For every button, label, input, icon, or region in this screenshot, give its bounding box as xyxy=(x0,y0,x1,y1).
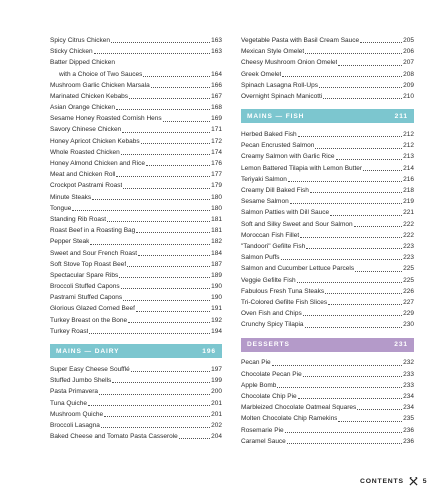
toc-entry xyxy=(241,207,414,218)
entry-title: Baked Cheese and Tomato Pasta Casserole xyxy=(50,433,178,441)
entry-title: Glorious Glazed Corned Beef xyxy=(50,305,135,313)
entry-page: 233 xyxy=(403,370,414,378)
entry-title: Teriyaki Salmon xyxy=(241,175,287,183)
entry-title: Oven Fish and Chips xyxy=(241,310,302,318)
leader-dots xyxy=(282,76,402,77)
leader-dots xyxy=(303,376,402,377)
leader-dots xyxy=(336,159,403,160)
section-page: 231 xyxy=(394,341,408,348)
toc-entry xyxy=(50,169,222,180)
entry-page: 205 xyxy=(403,36,414,44)
toc-entry xyxy=(50,259,222,270)
entry-page: 222 xyxy=(403,231,414,239)
entry-page: 223 xyxy=(403,242,414,250)
entry-page: 181 xyxy=(211,215,222,223)
leader-dots xyxy=(338,421,402,422)
entries-top xyxy=(50,35,222,337)
entry-page: 230 xyxy=(403,321,414,329)
leader-dots xyxy=(127,266,210,267)
leader-dots xyxy=(330,215,402,216)
toc-entry xyxy=(50,57,222,68)
entry-title: Chocolate Pecan Pie xyxy=(241,370,302,378)
toc-entry xyxy=(241,57,414,68)
entries-top xyxy=(241,35,414,102)
entry-title: Soft Stove Top Roast Beef xyxy=(50,260,127,268)
toc-entry xyxy=(50,304,222,315)
entry-page: 168 xyxy=(211,104,222,112)
left-column xyxy=(50,35,222,442)
entry-title: Marinated Chicken Kebabs xyxy=(50,92,129,100)
toc-entry xyxy=(241,69,414,80)
entry-title: Sticky Chicken xyxy=(50,48,93,56)
toc-entry xyxy=(50,281,222,292)
toc-entry xyxy=(241,436,414,447)
leader-dots xyxy=(119,277,210,278)
leader-dots xyxy=(136,311,210,312)
leader-dots xyxy=(92,199,210,200)
entry-title: Whole Roasted Chicken xyxy=(50,148,120,156)
entry-page: 212 xyxy=(403,142,414,150)
entry-title: Vegetable Pasta with Basil Cream Sauce xyxy=(241,36,360,44)
entry-page: 191 xyxy=(211,305,222,313)
toc-entry xyxy=(50,398,222,409)
section-header-mains-fish xyxy=(241,109,414,123)
leader-dots xyxy=(306,248,402,249)
entry-title: Spectacular Spare Ribs xyxy=(50,271,119,279)
entry-title: Sesame Honey Roasted Cornish Hens xyxy=(50,115,162,123)
leader-dots xyxy=(111,42,210,43)
section-label: MAINS — DAIRY xyxy=(56,347,120,355)
entry-title: Fabulous Fresh Tuna Steaks xyxy=(241,287,325,295)
entry-title: Roast Beef in a Roasting Bag xyxy=(50,227,136,235)
section-label: DESSERTS xyxy=(247,341,290,348)
toc-entry xyxy=(50,315,222,326)
leader-dots xyxy=(272,365,403,366)
leader-dots xyxy=(129,98,210,99)
leader-dots xyxy=(163,121,211,122)
entry-page: 190 xyxy=(211,283,222,291)
toc-entry xyxy=(50,180,222,191)
leader-dots xyxy=(338,65,402,66)
toc-entry xyxy=(50,158,222,169)
toc-entry xyxy=(50,102,222,113)
entry-page: 174 xyxy=(211,148,222,156)
entry-page: 194 xyxy=(211,327,222,335)
section-page: 196 xyxy=(202,347,216,355)
entry-page: 180 xyxy=(211,204,222,212)
entry-title: Broccoli Lasagna xyxy=(50,421,100,429)
section-header-mains-dairy xyxy=(50,344,222,358)
entry-page: 234 xyxy=(403,404,414,412)
toc-entry xyxy=(241,163,414,174)
entry-page: 163 xyxy=(211,48,222,56)
leader-dots xyxy=(354,226,402,227)
section-header-desserts xyxy=(241,338,414,352)
leader-dots xyxy=(298,398,402,399)
section-page: 211 xyxy=(394,112,408,120)
toc-entry xyxy=(50,69,222,80)
leader-dots xyxy=(72,210,210,211)
leader-dots xyxy=(319,87,402,88)
entries-dairy xyxy=(50,364,222,442)
leader-dots xyxy=(141,143,211,144)
entry-page: 233 xyxy=(403,381,414,389)
leader-dots xyxy=(290,203,402,204)
leader-dots xyxy=(107,221,210,222)
entry-title: Mexican Style Omelet xyxy=(241,48,305,56)
toc-entry xyxy=(241,275,414,286)
toc-entry xyxy=(241,35,414,46)
entry-title: Soft and Silky Sweet and Sour Salmon xyxy=(241,220,353,228)
entry-page: 204 xyxy=(211,433,222,441)
leader-dots xyxy=(277,387,402,388)
toc-entry xyxy=(50,292,222,303)
toc-entry xyxy=(50,125,222,136)
leader-dots xyxy=(285,432,403,433)
leader-dots xyxy=(315,148,402,149)
toc-entry xyxy=(50,326,222,337)
entry-title: Pastrami Stuffed Capons xyxy=(50,294,123,302)
toc-entry xyxy=(50,236,222,247)
entry-title: Pecan Pie xyxy=(241,359,271,367)
entry-title: Broccoli Stuffed Capons xyxy=(50,283,120,291)
leader-dots xyxy=(101,427,210,428)
entry-page: 226 xyxy=(403,287,414,295)
toc-entry xyxy=(241,80,414,91)
entry-page: 207 xyxy=(403,59,414,67)
entry-page: 212 xyxy=(403,131,414,139)
entry-title: with a Choice of Two Sauces xyxy=(59,70,143,78)
entry-title: Mushroom Garlic Chicken Marsala xyxy=(50,81,150,89)
entry-title: Sweet and Sour French Roast xyxy=(50,249,138,257)
leader-dots xyxy=(328,304,402,305)
entry-page: 236 xyxy=(403,437,414,445)
toc-entry xyxy=(50,375,222,386)
entry-title: Lemon Battered Tilapia with Lemon Butter xyxy=(241,164,363,172)
leader-dots xyxy=(88,405,210,406)
toc-entry xyxy=(241,129,414,140)
leader-dots xyxy=(143,76,210,77)
toc-entry xyxy=(241,241,414,252)
leader-dots xyxy=(94,53,211,54)
entries-desserts xyxy=(241,358,414,448)
entry-title: Super Easy Cheese Soufflé xyxy=(50,366,130,374)
toc-entry xyxy=(241,91,414,102)
leader-dots xyxy=(99,394,210,395)
leader-dots xyxy=(355,271,402,272)
entry-title: Honey Apricot Chicken Kebabs xyxy=(50,137,140,145)
toc-entry xyxy=(50,364,222,375)
entry-page: 229 xyxy=(403,310,414,318)
page-number: 5 xyxy=(422,478,428,485)
leader-dots xyxy=(136,232,210,233)
leader-dots xyxy=(112,382,210,383)
leader-dots xyxy=(151,87,210,88)
entry-title: Tuna Quiche xyxy=(50,399,87,407)
entry-title: Marbleized Chocolate Oatmeal Squares xyxy=(241,404,357,412)
toc-entry xyxy=(50,270,222,281)
entry-page: 163 xyxy=(211,36,222,44)
leader-dots xyxy=(123,300,210,301)
toc-entry xyxy=(241,402,414,413)
entry-title: Salmon and Cucumber Lettuce Parcels xyxy=(241,265,355,273)
page-footer xyxy=(360,477,427,486)
toc-entry xyxy=(50,113,222,124)
entry-page: 213 xyxy=(403,153,414,161)
entry-page: 221 xyxy=(403,209,414,217)
entry-page: 172 xyxy=(211,137,222,145)
leader-dots xyxy=(357,409,402,410)
toc-entry xyxy=(50,214,222,225)
entry-title: Salmon Puffs xyxy=(241,254,280,262)
entry-page: 176 xyxy=(211,160,222,168)
entry-title: Molten Chocolate Chip Ramekins xyxy=(241,415,338,423)
entry-page: 216 xyxy=(403,175,414,183)
toc-entry xyxy=(241,140,414,151)
toc-entry xyxy=(50,192,222,203)
entry-title: Crockpot Pastrami Roast xyxy=(50,182,123,190)
entry-page: 208 xyxy=(403,70,414,78)
entry-page: 227 xyxy=(403,298,414,306)
toc-entry xyxy=(50,225,222,236)
toc-entry xyxy=(241,358,414,369)
leader-dots xyxy=(121,154,210,155)
toc-entry xyxy=(50,91,222,102)
entry-title: Meat and Chicken Roll xyxy=(50,171,116,179)
entry-page: 218 xyxy=(403,187,414,195)
entry-page: 234 xyxy=(403,393,414,401)
leader-dots xyxy=(179,438,210,439)
toc-entry xyxy=(50,386,222,397)
entry-title: Spinach Lasagna Roll-Ups xyxy=(241,81,318,89)
entry-title: Herbed Baked Fish xyxy=(241,131,297,139)
entry-page: 180 xyxy=(211,193,222,201)
toc-entry xyxy=(241,263,414,274)
crossed-utensils-icon xyxy=(409,477,418,486)
entry-title: Moroccan Fish Fillet xyxy=(241,231,300,239)
entry-title: Caramel Sauce xyxy=(241,437,286,445)
entry-page: 209 xyxy=(403,81,414,89)
toc-entry xyxy=(241,297,414,308)
toc-entry xyxy=(241,219,414,230)
entry-title: Cheesy Mushroom Onion Omelet xyxy=(241,59,338,67)
entry-page: 184 xyxy=(211,249,222,257)
entry-page: 232 xyxy=(403,359,414,367)
leader-dots xyxy=(288,181,402,182)
toc-entry xyxy=(241,174,414,185)
toc-entry xyxy=(241,391,414,402)
entry-page: 236 xyxy=(403,426,414,434)
entry-page: 181 xyxy=(211,227,222,235)
entry-title: Sesame Salmon xyxy=(241,198,289,206)
entry-page: 214 xyxy=(403,164,414,172)
entry-title: Greek Omelet xyxy=(241,70,282,78)
leader-dots xyxy=(360,42,402,43)
entry-title: Stuffed Jumbo Shells xyxy=(50,377,112,385)
leader-dots xyxy=(90,244,210,245)
entry-title: Pasta Primavera xyxy=(50,388,99,396)
entry-title: Pecan Encrusted Salmon xyxy=(241,142,315,150)
entry-page: 206 xyxy=(403,48,414,56)
entry-page: 187 xyxy=(211,260,222,268)
leader-dots xyxy=(300,237,402,238)
entry-page: 192 xyxy=(211,316,222,324)
entry-title: Creamy Dill Baked Fish xyxy=(241,187,309,195)
leader-dots xyxy=(297,282,403,283)
toc-entry xyxy=(50,80,222,91)
leader-dots xyxy=(363,170,402,171)
entry-page: 197 xyxy=(211,366,222,374)
leader-dots xyxy=(281,259,403,260)
entry-title: Honey Almond Chicken and Rice xyxy=(50,160,146,168)
toc-entry xyxy=(50,35,222,46)
toc-entry xyxy=(50,431,222,442)
toc-entry xyxy=(241,380,414,391)
entry-title: Spicy Citrus Chicken xyxy=(50,36,110,44)
entry-page: 177 xyxy=(211,171,222,179)
entry-page: 167 xyxy=(211,92,222,100)
entry-page: 182 xyxy=(211,238,222,246)
entry-title: Standing Rib Roast xyxy=(50,215,107,223)
toc-entry xyxy=(241,230,414,241)
leader-dots xyxy=(104,416,210,417)
leader-dots xyxy=(116,109,210,110)
entry-title: Mushroom Quiche xyxy=(50,410,104,418)
leader-dots xyxy=(298,136,403,137)
entry-page: 164 xyxy=(211,70,222,78)
section-label: MAINS — FISH xyxy=(247,112,305,120)
toc-entry xyxy=(241,425,414,436)
toc-entry xyxy=(50,420,222,431)
entry-page: 225 xyxy=(403,276,414,284)
toc-entry xyxy=(241,46,414,57)
entry-title: Minute Steaks xyxy=(50,193,92,201)
toc-entry xyxy=(50,147,222,158)
entry-title: Veggie Gefilte Fish xyxy=(241,276,296,284)
toc-entry xyxy=(50,409,222,420)
leader-dots xyxy=(121,288,211,289)
leader-dots xyxy=(89,333,210,334)
leader-dots xyxy=(123,188,210,189)
entry-title: Savory Chinese Chicken xyxy=(50,126,122,134)
leader-dots xyxy=(122,132,210,133)
leader-dots xyxy=(310,192,402,193)
entry-page: 210 xyxy=(403,92,414,100)
toc-entry xyxy=(50,203,222,214)
leader-dots xyxy=(146,165,210,166)
entry-page: 171 xyxy=(211,126,222,134)
leader-dots xyxy=(323,98,402,99)
entry-title: Tongue xyxy=(50,204,72,212)
toc-entry xyxy=(241,369,414,380)
leader-dots xyxy=(305,327,403,328)
entry-title: Batter Dipped Chicken xyxy=(50,59,116,67)
entry-page: 223 xyxy=(403,254,414,262)
leader-dots xyxy=(128,322,210,323)
right-column xyxy=(241,35,414,447)
leader-dots xyxy=(131,371,210,372)
footer-label: CONTENTS xyxy=(360,478,404,485)
leader-dots xyxy=(303,315,402,316)
leader-dots xyxy=(287,443,402,444)
entry-title: Overnight Spinach Manicotti xyxy=(241,92,323,100)
entry-page: 200 xyxy=(211,388,222,396)
entry-page: 189 xyxy=(211,271,222,279)
entry-title: Rosemarie Pie xyxy=(241,426,284,434)
entry-page: 235 xyxy=(403,415,414,423)
entry-title: Pepper Steak xyxy=(50,238,90,246)
toc-entry xyxy=(241,286,414,297)
toc-entry xyxy=(50,46,222,57)
toc-entry xyxy=(241,196,414,207)
entry-title: Turkey Roast xyxy=(50,327,89,335)
entry-page: 169 xyxy=(211,115,222,123)
entry-page: 201 xyxy=(211,399,222,407)
entry-page: 199 xyxy=(211,377,222,385)
toc-entry xyxy=(50,248,222,259)
entry-title: Creamy Salmon with Garlic Rice xyxy=(241,153,335,161)
entry-page: 202 xyxy=(211,421,222,429)
leader-dots xyxy=(305,53,402,54)
entry-page: 225 xyxy=(403,265,414,273)
entry-title: "Tandoori" Gefilte Fish xyxy=(241,242,306,250)
toc-entry xyxy=(241,152,414,163)
entry-page: 179 xyxy=(211,182,222,190)
entry-title: Crunchy Spicy Tilapia xyxy=(241,321,304,329)
entry-title: Chocolate Chip Pie xyxy=(241,393,297,401)
entry-title: Salmon Patties with Dill Sauce xyxy=(241,209,330,217)
entry-title: Turkey Breast on the Bone xyxy=(50,316,128,324)
leader-dots xyxy=(138,255,210,256)
entry-page: 222 xyxy=(403,220,414,228)
entries-fish xyxy=(241,129,414,330)
leader-dots xyxy=(325,293,402,294)
entry-title: Tri-Colored Gefilte Fish Slices xyxy=(241,298,328,306)
leader-dots xyxy=(116,176,210,177)
entry-page: 166 xyxy=(211,81,222,89)
entry-page: 201 xyxy=(211,410,222,418)
toc-entry xyxy=(241,185,414,196)
toc-entry xyxy=(241,308,414,319)
entry-title: Asian Orange Chicken xyxy=(50,104,116,112)
toc-entry xyxy=(241,252,414,263)
toc-entry xyxy=(241,319,414,330)
toc-entry xyxy=(50,136,222,147)
entry-page: 219 xyxy=(403,198,414,206)
toc-entry xyxy=(241,413,414,424)
entry-title: Apple Bomb xyxy=(241,381,277,389)
entry-page: 190 xyxy=(211,294,222,302)
